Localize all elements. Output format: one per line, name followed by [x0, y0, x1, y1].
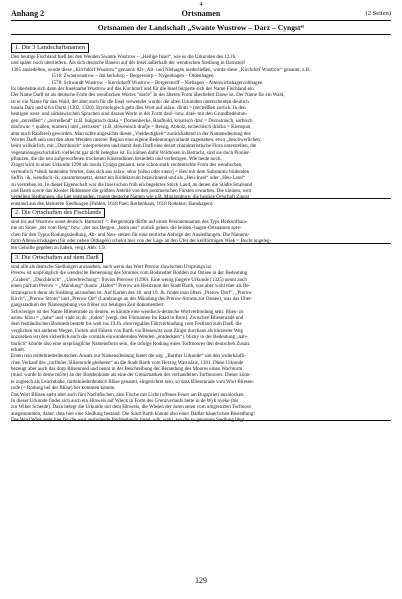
section-body [11, 54, 391, 207]
text-line: vermutlich *sěnik lautenden Wortes, dass sich aus aslaw. sěno [siěno oder sieno] = Heu mit dem Substantiv bildenden [11, 168, 250, 175]
section-darss-villages [11, 246, 391, 423]
section-landscape-names [11, 36, 391, 207]
text-line: Es überlebte sich dann der Inselname Wustrow auf das Kirchdorf und für die Insel bürgerte sich der Name Fischland ein. [11, 85, 256, 92]
text-line: verglichen mit anderen Wegen, Furten und Fähren von Barth via Bresewitz zum Zingst durchaus als kürzester Weg [11, 327, 243, 334]
page-number: 129 [195, 576, 207, 585]
text-line: Das Wort Wiek steht hier für die weit ausholende Boddenbucht (mnd. wik, wyk), wo die so genannte Siedlung liegt. [11, 417, 246, 423]
header-section-title: Ortsnamen [181, 9, 221, 18]
section-separator [11, 198, 391, 199]
text-line: rode (= Rodung bei der Blüse) her kommen könnte. [11, 385, 116, 392]
text-line: einen portum Prerow = „Mündung“ (kaum „Hafen“! Prerow als Besitztum der Stadt Barth, was aber wohl eher als Be- [11, 283, 251, 290]
text-line: Einen rein mittelniederdeutschen Ansatz zur Namensdeutung bietet die sog. „Barther Urkunde“ um den widerkäufli- [11, 353, 247, 360]
text-line: und später noch überliefern. Als sich deutsche Bauern auf der Insel außerhalb der wendischen Siedlung in Barnstorf [11, 60, 245, 67]
text-line: barlich“ könnte also eine ursprüngliche Namensform sein, die infolge Rodung eines Torfmoores den deutschen Zusatz [11, 340, 250, 347]
section-heading: 3. Die Ortschaften auf dem Darß [11, 253, 103, 263]
page-title: Ortsnamen der Landschaft „Swante Wustrow – Darz – Cyngst“ [97, 23, 305, 32]
text-line: zu verstehen ist. In dieser Eigenschaft war die Insel schon früh ein begehrtes Stück Land, an denen die Städte Stralsund [11, 181, 253, 188]
text-line: ausgenommen, daher, dass hier eine Siedlung bestand. Die Stadt Barth könnte also einer Darßer bäuerlichen Besiedlung! [11, 410, 255, 417]
text-line: Das Wort Blüsen steht aber auch fürs Nachtfischen, also Fische mit Licht (offenes Feuer am Bugspriet) anzulocken. [11, 391, 245, 398]
text-line: ist er ein Name für den Wald, der aber auch für die Insel verwendet wurde: die alten Urkunden unterscheiden deutlich [11, 98, 249, 105]
text-line: 1385 ansiedelten, wurde diese „Kirchdorf Wustrow“ genannt. Alt-, Alt- und Niehagen niederließen, wurde diese „Kirchdorf Wustrow“ genannt, z.B.: [11, 66, 312, 73]
text-line: beim willkürlich, mit „Dornbusch“ interpretieren und damit dem Darß eine derart charakteristische Flora unterstellen, die [11, 143, 257, 150]
text-line: zur Wiker Scheide). Dazu belegt die Urkunde mit dem Hinweis, die Wiesen der Juren seien vom umgrenzten Torfmoor [11, 404, 252, 411]
text-line: Zingst wird in einer Urkunde 1290 als insula Cyngst genannt, eine schon stark verdeutschte Form des wendischen, [11, 162, 243, 169]
text-line: sitzanspruch denn als Siedlung anzusehen ist. Auf Karten des 18. und 19. Jh. findet man öfters „Prerow Dorf“, „Prerow [11, 289, 252, 296]
section-body [11, 264, 391, 423]
text-line: insula Darz und silva Dartz (1302, 1326). Etymologisch geht dies Wort auf aslaw. dĭrati = (zer)reißen zurück. In den [11, 105, 246, 111]
section-separator [11, 420, 391, 421]
text-line: dem festländischen Bodstedt besteht bis weit ins 19.Jh. eine reguläre Fährverbindung vom Festland zum Darß, die [11, 321, 242, 328]
text-line: 1516: Zwantwustrow – dat kerkdorp – Bergerstorp – Nygenhagen – Oldenhagen [51, 73, 214, 80]
section-heading: 1. Die 3 Landschaftsnamen [11, 43, 89, 53]
text-line: vegetationsgeschichtlich vielleicht gar nicht belegbar ist. Es kämen dafür Wildrosen in Betracht, sind sie doch Pionier- [11, 149, 251, 156]
text-line: bezeugt aber auch das dorp Blisenroed und nennt in der Beschreibung der Berandung des Moores einen Wachturm [11, 366, 243, 372]
text-line: Schwieriger ist der Name Bliesenrade zu deuten, es könnte eine wendisch-deutsche Wortverbindung sein: Blies- zu [11, 308, 244, 315]
text-line: Wortes Darß sein und den alten Wenden unserer Region eine eigene Bedeutungsvariante zugestehen, etwa „beschwerlichen, [11, 136, 262, 143]
text-line: sind alle als deutsche Siedlungen anzusehen, auch wenn das Wort Prerow slawischen Ursprungs ist. [11, 264, 213, 270]
text-line: me im Sinne „der vom Berg“ bzw. „der aus Bergen, „beim uns“ zurück gehen, die beiden -hagen-Ortsnamen spre- [11, 225, 242, 232]
section-separator [11, 243, 391, 244]
text-line: Den heutige Fischland hieß bei den Wenden Swante Wustrow – „Heilige Insel“, wie es die Urkunden des 13.Jh. [11, 54, 237, 60]
text-line: gen „zerreißen“ / „zerreißend“ (z.B. bulgarisch draka = Dornenhecke, Raufbold, kroatisch drač = Dornstrauch, sorbisch [11, 117, 253, 124]
text-line: verteilten Siedlungen, die hier entstanden, trugen deutsche Namen wie z.B. Müggenburg; die heutige Ortschaft Zingst [11, 194, 250, 201]
header-appendix-label: Anhang 2 [11, 9, 45, 18]
text-line: sind bis auf Wustrow sonst deutsch. Barnstorf <: Bergerstorp dürfte auf einen Personennamen des Typs Herkunftsna- [11, 219, 248, 225]
text-line: Kirch“, „Prerow Strom“ und „Prerow Ort“ (Landzunge an der Mündung des Prerow-Stroms zur Ostsee), was das Über- [11, 295, 253, 302]
text-line: anzusehen ist (den sicherlich auch die vormals einwandernden Wenden „entdeckten“). blizny in der Bedeutung „nah- [11, 334, 248, 341]
text-line: form Altenwichshagen (für oder neben Olthagen) scheint hier von der Lage an den Ufer der keilförmigen Wiek = Bucht angeleg- [11, 238, 272, 245]
text-line: und Barth sowie das Kloster Hiddensee die größten Anteile von den pommerschen Fürsten erwarben. Die kleinen, weit [11, 187, 252, 194]
text-line: ten Gehöfte gegeben zu haben, vergl. Abb. 1.9. [11, 244, 106, 251]
text-line: Der Name Darß ist als deutsche Form des wendischen Wortes "darče" In der älteren Form überliefert Darse ist. Der Name für ein Wald, [11, 92, 285, 99]
text-line: aslaw. blizu = „nahe“ und -rade zu dt. „roden“ (vergl. den Flurnamen Im Raad in Born). Zwischen Bliesenrade und [11, 315, 244, 321]
text-line: entstand aus den kleineren Siedlungen (Pahlen, 1618 Pael; Rothenhaus, 1618 Rodehus; Hanshagen). [11, 200, 214, 207]
text-line: te zugleich als Leuchtbake, mittelniederdeutsch Blüse genannt, eingerichtet sein, so dass Bliesenrade vom Wort Bliesen- [11, 378, 255, 385]
section-heading: 2. Die Ortschaften des Fischlands [11, 208, 105, 218]
running-header [11, 9, 391, 19]
text-line: chen Verkauf des „torfmôer, Blisenrode gheheten“ an die Stadt Barth vom Herzog Wartislaw, 1381. Diese Urkunde [11, 359, 244, 366]
text-line: chen für den Typus Rodungssiedlung, Alt- und Neu- stehen für eine zeitliche Abfolge der Ansiedlungen. Die Namens- [11, 231, 250, 238]
text-line: In dieser Urkunde findet sich auch ein Hinweis auf Wieck in Form des Grenzverlaufs bette in de Wyk nyeke (bis [11, 397, 239, 404]
text-line: heutigen west- und südslawischen Sprachen sind daraus Worte in der Form darč- bzw. draě- mit den Grundbedeutun- [11, 111, 248, 118]
text-line: dračowac = quälen, martern) und „zerrissen“ (z.B. slowenisch dračje = Reisig, Abholz, tschechisch dráčka = Kienspan, [11, 124, 252, 131]
top-page-number: 4 [199, 2, 203, 8]
text-line: Suffix -ik, wendisch -ik, zusammensetzt, derart ein Kollektivum bezeichnend und als „Heu-Insel“ oder „Heu-Land“ [11, 175, 245, 182]
text-line: „Graben“, „Durchbruch“, „Unterbrechung“: fluvius Prerowe (1296). Eine wenig jüngere Urkunde (1325) nennt auch [11, 276, 247, 283]
text-line: erhielt. [11, 346, 26, 353]
text-line: (mnd. warde bi deme mô're) an der Boddenküste als eine der Grenzmarken des verhandelten Torfmoores. Dieser könn- [11, 372, 252, 379]
text-line: aber auch Raufereí) geworden. Man sollte angesichts dieser „Vieldeutigkeit“ zurückhaltend in der Namensdeutung des [11, 130, 251, 137]
header-rule [11, 20, 391, 21]
title-rule [11, 34, 391, 35]
header-page-count: (2 Seiten) [365, 10, 391, 17]
text-line: gangsstadium der Namengebung von früher zur heutigen Zeit dokumentiert. [11, 302, 165, 309]
text-line: 1578: Schwandt Wustrow – Kerckdorff Wustrow – Bergerstorff – Niehagen – Altenwichshagen/olthagen [51, 79, 263, 86]
text-line: pflanzen, die die neu aufgeworfenen trockenen Küstendünen besiedeln und verfestigen. Wie heute noch. [11, 156, 222, 162]
text-line: Prerow ist ursprünglich die wendische Benennung des Stromes vom Bodstedter Bodden zur Ostsee in der Bedeutung [11, 270, 248, 277]
